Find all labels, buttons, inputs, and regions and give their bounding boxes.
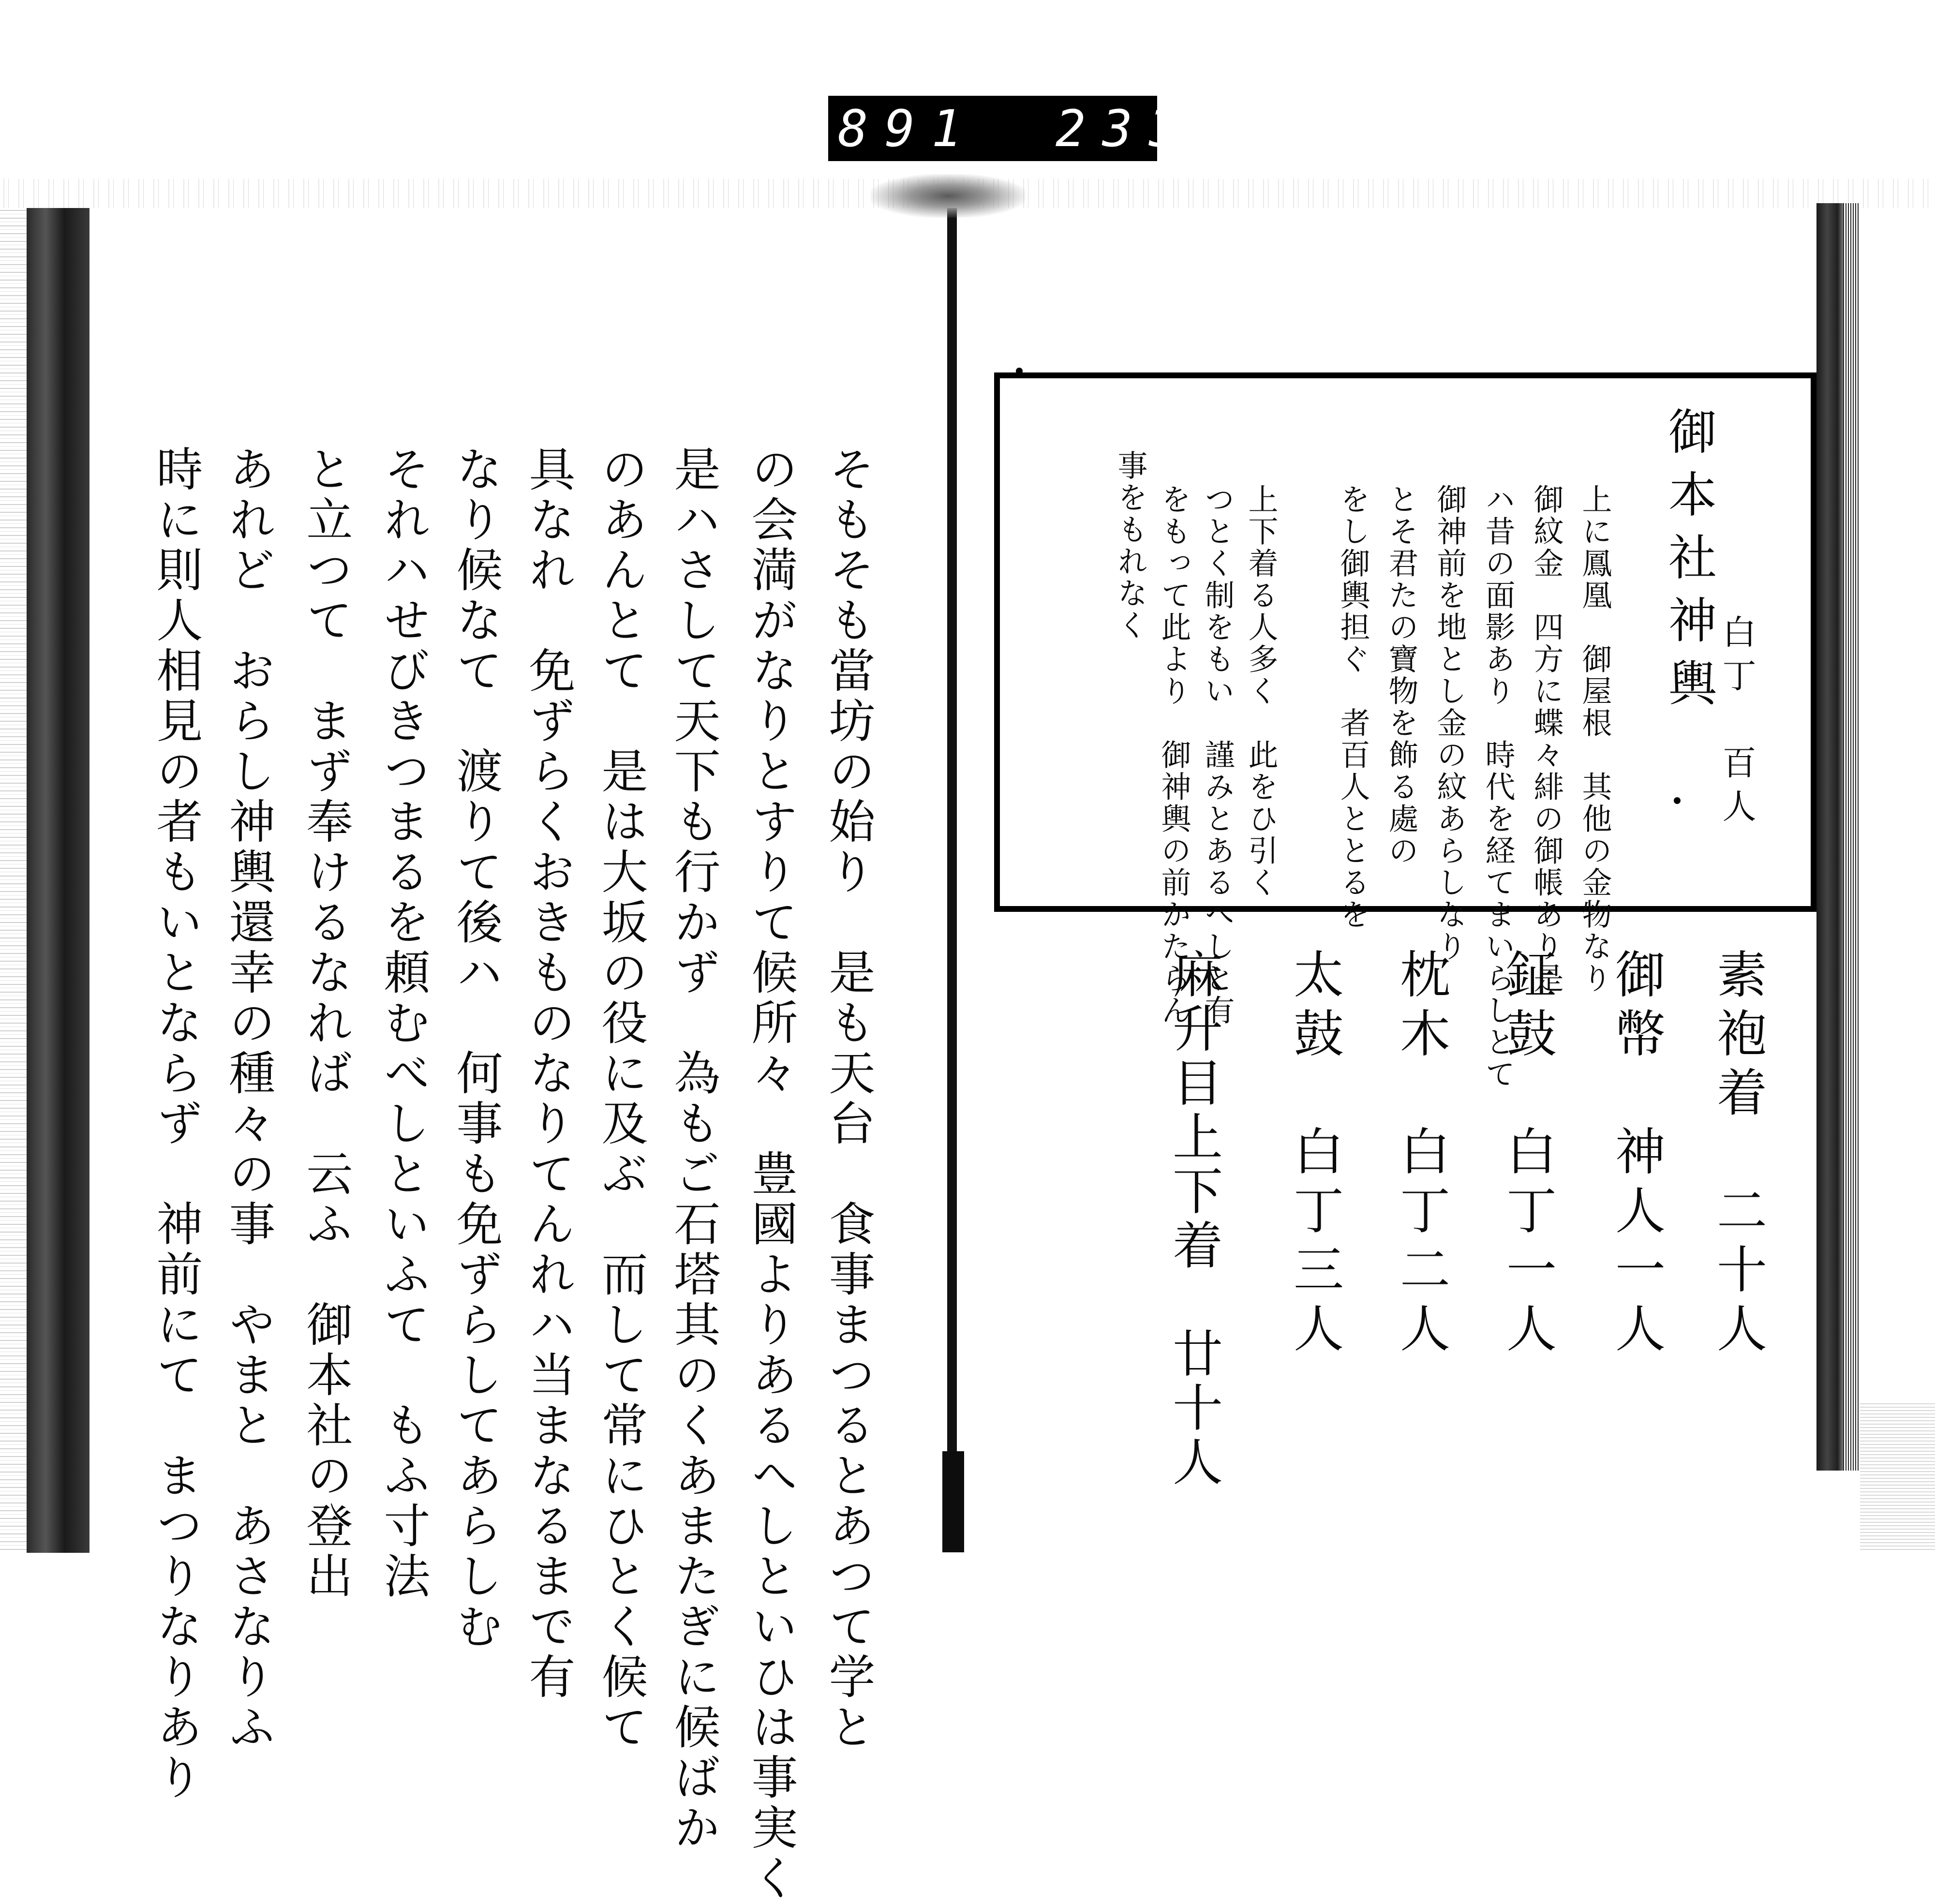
manuscript-column: それハせびきつまるを頼むべしといふて もふ寸法 <box>376 445 431 1602</box>
box-column: をし御輿担ぐ 者百人ととるを <box>1335 484 1370 931</box>
manuscript-column: なり候なて 渡りて後ハ 何事も免ずらしてあらしむ <box>449 445 503 1652</box>
procession-entry: 枕木 白丁二人 <box>1391 948 1450 1361</box>
box-column: とそ君たの寶物を飾る處の <box>1384 484 1419 867</box>
manuscript-column: の会満がなりとすりて候所々 豊國よりあるへしといひは事実く <box>744 445 798 1904</box>
manuscript-column: 時に則人相見の者もいとならず 神前にて まつりなりあり <box>149 445 203 1803</box>
procession-entry: 麻升目上下着 廿十人 <box>1164 948 1223 1490</box>
manuscript-column: と立つて まず奉けるなれば 云ふ 御本社の登出 <box>299 445 353 1602</box>
procession-entry: 鉦鼓 白丁一人 <box>1498 948 1557 1361</box>
right-page-stack <box>1843 203 1860 1471</box>
manuscript-column: 具なれ 免ずらくおきものなりてんれハ当まなるまで有 <box>521 445 576 1703</box>
manuscript-column: 是ハさして天下も行かず 為もご石塔其のくあまたぎに候ばか <box>667 445 721 1854</box>
box-column: をもって此より 御神輿の前かたらん <box>1156 484 1191 1026</box>
ink-mark <box>1674 797 1681 804</box>
book-spine <box>947 208 957 1466</box>
box-title: 御本社神輿 <box>1660 406 1717 721</box>
left-page <box>89 208 947 1552</box>
book-spine-bottom <box>942 1451 964 1552</box>
box-column: 御神前を地とし金の紋あらしなり <box>1432 484 1467 963</box>
manuscript-column: あれど おらし神輿還幸の種々の事 やまと あさなりふ <box>222 445 276 1753</box>
procession-entry: 素袍着 二十人 <box>1708 948 1767 1361</box>
ink-mark <box>1016 368 1023 374</box>
box-title-note: 白丁 百人 <box>1717 614 1756 832</box>
box-column: 御紋金 四方に蝶々緋の御帳あり是 <box>1529 484 1564 995</box>
reel-number: 891 <box>838 99 978 158</box>
box-column: 上下着る人多く 此をひ引く <box>1243 484 1279 899</box>
box-column: 事をもれなく <box>1113 450 1148 641</box>
right-scan-noise <box>1860 1403 1935 1552</box>
procession-entry: 太鼓 白丁三人 <box>1285 948 1344 1361</box>
gutter-shadow <box>871 174 1026 218</box>
frame-number-label <box>828 96 1243 161</box>
frame-number: 233. <box>1055 99 1243 158</box>
right-book-edge <box>1816 203 1843 1471</box>
box-column: ハ昔の面影あり 時代を経てまいらしとて <box>1480 484 1516 1090</box>
manuscript-column: そもそも當坊の始り 是も天台 食事まつるとあつて学と <box>821 445 876 1753</box>
manuscript-column: のあんとて 是は大坂の役に及ぶ 而して常にひとく候て <box>594 445 648 1753</box>
left-scan-noise <box>0 208 29 1553</box>
box-column: つとく制をもい 謹みとあるへしと有 <box>1200 484 1235 1026</box>
procession-entry: 御幣 神人一人 <box>1607 948 1666 1361</box>
left-book-edge <box>27 208 89 1553</box>
box-column: 上に鳳凰 御屋根 其他の金物なり <box>1577 484 1612 995</box>
